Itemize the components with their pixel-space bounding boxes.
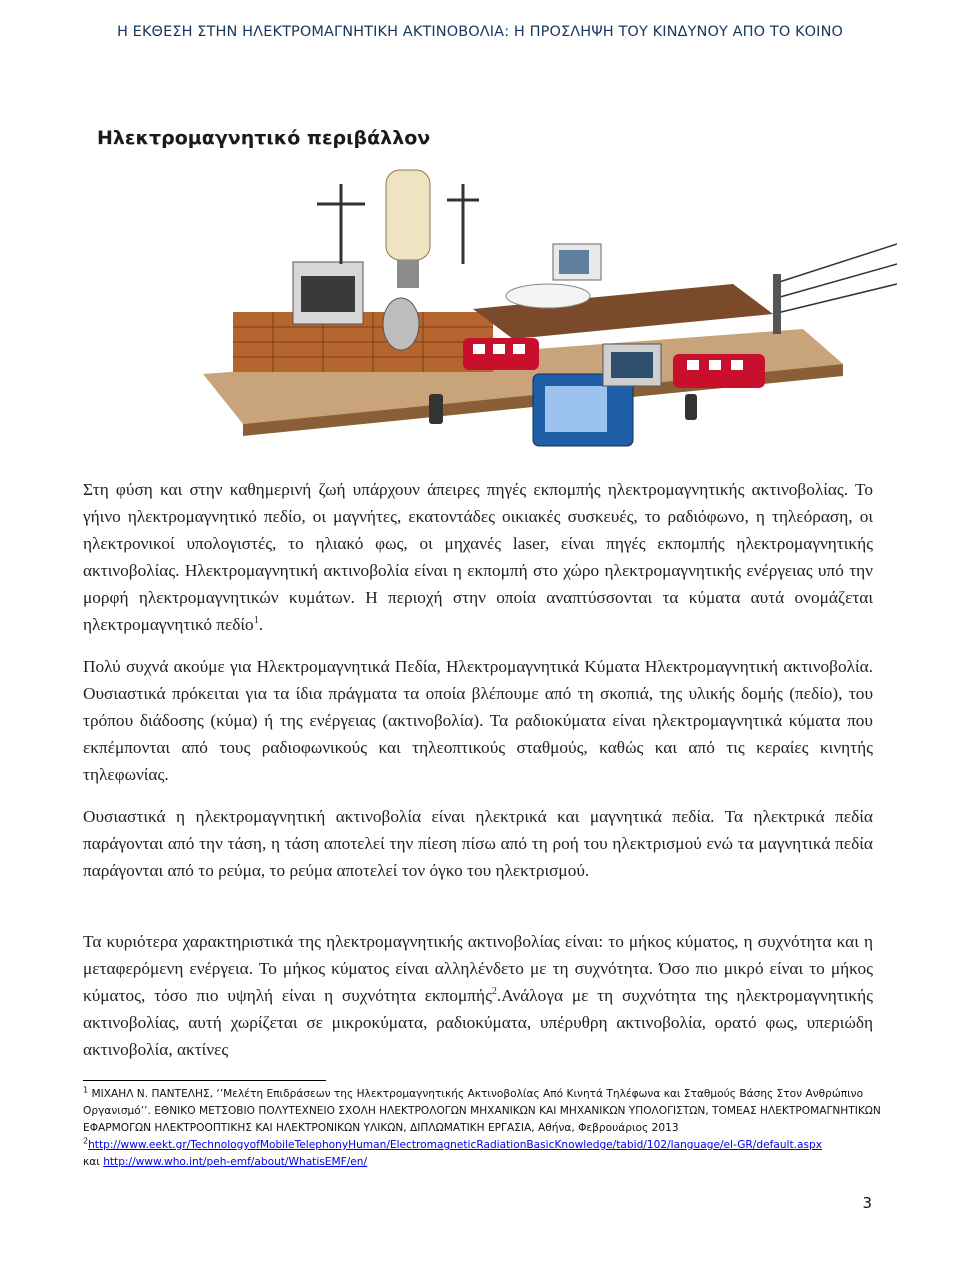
page-number: 3	[862, 1194, 872, 1212]
satellite-dish	[383, 298, 419, 350]
footnotes	[83, 1086, 883, 1171]
footnote-2-link-who[interactable]: http://www.who.int/peh-emf/about/WhatisEMF/en/	[103, 1156, 368, 1168]
footnote-1	[83, 1086, 883, 1137]
electromagnetic-environment-illustration	[83, 124, 897, 458]
footnote-2	[83, 1137, 883, 1154]
paragraph-3	[83, 803, 873, 884]
footnote-1-number: 1	[83, 1085, 89, 1095]
paragraph-4	[83, 928, 873, 1063]
bed-pillow	[506, 284, 590, 308]
paragraph-2-text: Πολύ συχνά ακούμε για Ηλεκτρομαγνητικά Πεδία, Ηλεκτρομαγνητικά Κύματα Ηλεκτρομαγνητική ακτινοβολία. Ουσιαστικά πρόκειται για τα ίδια πράγματα τα οποία βλέπουμε από τη σκοπιά, της υλικής δομής (πεδίο), του τρόπου διάδοσης (κύμα) ή της ενέργειας (ακτινοβολία). Τα ραδιοκύματα είναι ηλεκτρομαγνητικά κύματα που εκπέμπονται από τους ραδιοφωνικούς και τηλεοπτικούς σταθμούς, καθώς και από τις κεραίες κινητής τηλεφωνίας.	[83, 657, 873, 784]
illustration-title: Ηλεκτρομαγνητικό περιβάλλον	[97, 127, 431, 149]
footnote-2-link-eekt[interactable]: http://www.eekt.gr/TechnologyofMobileTelephonyHuman/ElectromagneticRadiationBasicKnowledge/tabid/102/language/el-GR/default.aspx	[88, 1139, 822, 1151]
water-heater	[386, 170, 430, 260]
footnote-2-number: 2	[83, 1136, 89, 1146]
paragraph-2	[83, 653, 873, 788]
paragraph-3-text: Ουσιαστικά η ηλεκτρομαγνητική ακτινοβολία είναι ηλεκτρικά και μαγνητικά πεδία. Τα ηλεκτρικά πεδία παράγονται από την τάση, η τάση αποτελεί την πίεση πίσω από τη ροή του ηλεκτρισμού ενώ τα μαγνητικά πεδία παράγονται από το ρεύμα, το ρεύμα αποτελεί τον όγκο του ηλεκτρισμού.	[83, 807, 873, 880]
paragraph-1	[83, 476, 873, 638]
footnote-2-join: και	[83, 1156, 100, 1168]
footnote-1-text: ΜΙΧΑΗΛ Ν. ΠΑΝΤΕΛΗΣ, ‘’Μελέτη Επιδράσεων της Ηλεκτρομαγνητικής Ακτινοβολίας Από Κινητά Τηλέφωνα και Σταθμούς Βάσης Στον Ανθρώπινο Οργανισμό’’. ΕΘΝΙΚΟ ΜΕΤΣΟΒΙΟ ΠΟΛΥΤΕΧΝΕΙΟ ΣΧΟΛΗ ΗΛΕΚΤΡΟΛΟΓΩΝ ΜΗΧΑΝΙΚΩΝ ΚΑΙ ΜΗΧΑΝΙΚΩΝ ΥΠΟΛΟΓΙΣΤΩΝ, ΤΟΜΕΑΣ ΗΛΕΚΤΡΟΜΑΓΝΗΤΙΚΩΝ ΕΦΑΡΜΟΓΩΝ ΗΛΕΚΤΡΟΟΠΤΙΚΗΣ ΚΑΙ ΗΛΕΚΤΡΟΝΙΚΩΝ ΥΛΙΚΩΝ, ΔΙΠΛΩΜΑΤΙΚΗ ΕΡΓΑΣΙΑ, Αθήνα, Φεβρουάριος 2013	[83, 1088, 881, 1134]
paragraph-4-end: .Ανάλογα με τη συχνότητα της ηλεκτρομαγνητικής ακτινοβολίας, αυτή χωρίζεται σε μικροκύματα, ραδιοκύματα, υπέρυθρη ακτινοβολία, ορατό φως, υπεριώδη ακτινοβολία, ακτίνες	[83, 986, 873, 1059]
paragraph-4-text: Τα κυριότερα χαρακτηριστικά της ηλεκτρομαγνητικής ακτινοβολίας είναι: το μήκος κύματος, η συχνότητα και η μεταφερόμενη ενέργεια. Το μήκος κύματος είναι αλληλένδετο με τη συχνότητα. Όσο πιο μικρό είναι το μήκος κύματος, τόσο πιο υψηλή είναι η συχνότητα εκπομπής	[83, 932, 873, 1005]
footnote-ref-2[interactable]: 2	[491, 986, 497, 998]
paragraph-1-text: Στη φύση και στην καθημερινή ζωή υπάρχουν άπειρες πηγές εκπομπής ηλεκτρομαγνητικής ακτινοβολίας. Το γήινο ηλεκτρομαγνητικό πεδίο, οι μαγνήτες, εκατοντάδες οικιακές συσκευές, το ραδιόφωνο, η τηλεόραση, οι ηλεκτρονικοί υπολογιστές, το ηλιακό φως, οι μηχανές laser, είναι πηγές εκπομπής ηλεκτρομαγνητικής ακτινοβολίας. Ηλεκτρομαγνητική ακτινοβολία είναι η εκπομπή στο χώρο ηλεκτρομαγνητικής ενέργειας υπό την μορφή ηλεκτρομαγνητικών κυμάτων. Η περιοχή στην οποία αναπτύσσονται τα κύματα αυτά ονομάζεται ηλεκτρομαγνητικό πεδίο	[83, 480, 873, 634]
mobile-phone	[429, 394, 443, 424]
footnote-separator	[83, 1080, 326, 1081]
footnote-2-continued	[83, 1154, 883, 1171]
paragraph-1-end: .	[258, 615, 264, 634]
footnote-ref-1[interactable]: 1	[253, 615, 259, 627]
running-header: Η ΕΚΘΕΣΗ ΣΤΗΝ ΗΛΕΚΤΡΟΜΑΓΝΗΤΙΚΗ ΑΚΤΙΝΟΒΟΛΙΑ: Η ΠΡΟΣΛΗΨΗ ΤΟΥ ΚΙΝΔΥΝΟΥ ΑΠΟ ΤΟ ΚΟΙΝΟ	[116, 24, 844, 40]
